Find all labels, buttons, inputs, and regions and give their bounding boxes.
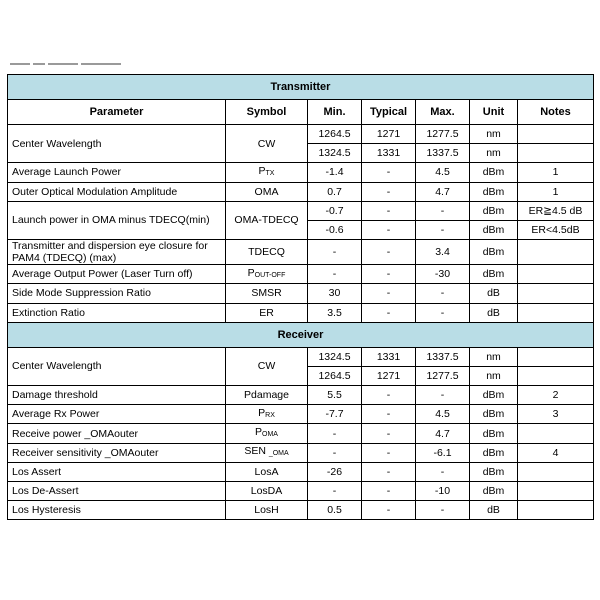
symbol-text: OMA-TDECQ bbox=[234, 214, 299, 227]
value-unit: nm bbox=[470, 366, 518, 385]
value-min: 30 bbox=[308, 284, 362, 303]
value-max: - bbox=[416, 386, 470, 405]
symbol-cell bbox=[226, 182, 308, 201]
value-notes bbox=[518, 284, 594, 303]
symbol-cell bbox=[226, 482, 308, 501]
symbol-subscript: _OMA bbox=[268, 450, 289, 458]
value-typical: - bbox=[362, 405, 416, 424]
symbol-cell bbox=[226, 240, 308, 265]
value-min: - bbox=[308, 240, 362, 265]
value-unit: dBm bbox=[470, 443, 518, 462]
value-notes bbox=[518, 366, 594, 385]
parameter-cell: Launch power in OMA minus TDECQ(min) bbox=[8, 201, 226, 239]
parameter-cell: Average Launch Power bbox=[8, 163, 226, 182]
value-min: 0.7 bbox=[308, 182, 362, 201]
symbol-text: P bbox=[255, 426, 263, 439]
table-row bbox=[8, 347, 594, 366]
value-typical: - bbox=[362, 284, 416, 303]
value-unit: nm bbox=[470, 347, 518, 366]
symbol-text: SMSR bbox=[251, 287, 282, 300]
symbol-text: ER bbox=[259, 306, 274, 319]
value-typical: 1271 bbox=[362, 366, 416, 385]
symbol-cell bbox=[226, 284, 308, 303]
value-max: 3.4 bbox=[416, 240, 470, 265]
symbol-cell bbox=[226, 443, 308, 462]
value-min: 5.5 bbox=[308, 386, 362, 405]
symbol-cell bbox=[226, 386, 308, 405]
value-max: -6.1 bbox=[416, 443, 470, 462]
value-unit: dB bbox=[470, 284, 518, 303]
parameter-cell: Extinction Ratio bbox=[8, 303, 226, 322]
value-max: -10 bbox=[416, 482, 470, 501]
value-notes bbox=[518, 240, 594, 265]
value-typical: - bbox=[362, 501, 416, 520]
value-unit: dBm bbox=[470, 386, 518, 405]
value-max: 1277.5 bbox=[416, 366, 470, 385]
value-max: -30 bbox=[416, 265, 470, 284]
symbol-cell bbox=[226, 265, 308, 284]
value-max: 1337.5 bbox=[416, 347, 470, 366]
value-min: - bbox=[308, 265, 362, 284]
symbol-cell bbox=[226, 303, 308, 322]
symbol-cell bbox=[226, 163, 308, 182]
value-notes: 4 bbox=[518, 443, 594, 462]
value-unit: dB bbox=[470, 303, 518, 322]
value-typical: - bbox=[362, 443, 416, 462]
parameter-cell: Average Rx Power bbox=[8, 405, 226, 424]
symbol-cell bbox=[226, 501, 308, 520]
symbol-cell bbox=[226, 424, 308, 443]
parameter-cell: Transmitter and dispersion eye closure for PAM4 (TDECQ) (max) bbox=[8, 240, 226, 265]
value-min: -26 bbox=[308, 462, 362, 481]
value-notes: 1 bbox=[518, 163, 594, 182]
transmitter-section-title: Transmitter bbox=[8, 75, 594, 100]
table-row bbox=[8, 386, 594, 405]
value-unit: dBm bbox=[470, 482, 518, 501]
parameter-cell: Los De-Assert bbox=[8, 482, 226, 501]
symbol-subscript: TX bbox=[265, 169, 275, 177]
value-unit: dBm bbox=[470, 424, 518, 443]
header-notes: Notes bbox=[518, 100, 594, 125]
value-min: 1324.5 bbox=[308, 144, 362, 163]
table-row bbox=[8, 501, 594, 520]
value-max: - bbox=[416, 220, 470, 239]
symbol-text: P bbox=[258, 406, 266, 419]
value-unit: dBm bbox=[470, 220, 518, 239]
cropped-heading-fragment bbox=[10, 63, 170, 67]
symbol-cell bbox=[226, 405, 308, 424]
symbol-subscript: OUT-OFF bbox=[254, 271, 286, 279]
header-typical: Typical bbox=[362, 100, 416, 125]
value-unit: dBm bbox=[470, 405, 518, 424]
value-unit: dB bbox=[470, 501, 518, 520]
value-notes bbox=[518, 144, 594, 163]
symbol-cell bbox=[226, 462, 308, 481]
value-max: 4.5 bbox=[416, 405, 470, 424]
value-notes bbox=[518, 303, 594, 322]
value-max: 4.5 bbox=[416, 163, 470, 182]
symbol-cell bbox=[226, 125, 308, 163]
value-notes: 3 bbox=[518, 405, 594, 424]
symbol-text: CW bbox=[257, 137, 276, 150]
value-max: 1277.5 bbox=[416, 125, 470, 144]
value-notes: ER<4.5dB bbox=[518, 220, 594, 239]
value-max: 4.7 bbox=[416, 182, 470, 201]
parameter-cell: Center Wavelength bbox=[8, 125, 226, 163]
value-typical: - bbox=[362, 163, 416, 182]
value-max: - bbox=[416, 303, 470, 322]
transmitter-section-row bbox=[8, 75, 594, 100]
value-notes bbox=[518, 265, 594, 284]
value-min: -0.7 bbox=[308, 201, 362, 220]
value-unit: dBm bbox=[470, 201, 518, 220]
parameter-cell: Side Mode Suppression Ratio bbox=[8, 284, 226, 303]
value-typical: - bbox=[362, 462, 416, 481]
value-min: 1324.5 bbox=[308, 347, 362, 366]
value-min: - bbox=[308, 443, 362, 462]
table-row bbox=[8, 163, 594, 182]
value-typical: - bbox=[362, 303, 416, 322]
value-typical: - bbox=[362, 386, 416, 405]
parameter-cell: Damage threshold bbox=[8, 386, 226, 405]
header-max: Max. bbox=[416, 100, 470, 125]
value-unit: dBm bbox=[470, 163, 518, 182]
value-unit: dBm bbox=[470, 182, 518, 201]
value-typical: 1271 bbox=[362, 125, 416, 144]
value-unit: dBm bbox=[470, 462, 518, 481]
value-min: 3.5 bbox=[308, 303, 362, 322]
value-notes: 1 bbox=[518, 182, 594, 201]
header-symbol: Symbol bbox=[226, 100, 308, 125]
value-max: 1337.5 bbox=[416, 144, 470, 163]
symbol-subscript: OMA bbox=[262, 431, 278, 439]
table-row bbox=[8, 443, 594, 462]
symbol-text: LosH bbox=[254, 504, 279, 517]
symbol-text: OMA bbox=[254, 185, 279, 198]
table-row bbox=[8, 201, 594, 220]
value-max: - bbox=[416, 201, 470, 220]
symbol-text: LosA bbox=[254, 465, 279, 478]
value-max: - bbox=[416, 462, 470, 481]
header-row bbox=[8, 100, 594, 125]
value-unit: nm bbox=[470, 144, 518, 163]
table-row bbox=[8, 303, 594, 322]
value-notes bbox=[518, 125, 594, 144]
symbol-text: P bbox=[258, 164, 266, 177]
symbol-text: TDECQ bbox=[248, 246, 285, 259]
value-typical: 1331 bbox=[362, 144, 416, 163]
value-min: 1264.5 bbox=[308, 366, 362, 385]
value-min: -0.6 bbox=[308, 220, 362, 239]
table-row bbox=[8, 424, 594, 443]
receiver-section-row bbox=[8, 322, 594, 347]
symbol-text: LosDA bbox=[250, 485, 283, 498]
value-notes bbox=[518, 424, 594, 443]
value-typical: - bbox=[362, 201, 416, 220]
value-typical: - bbox=[362, 424, 416, 443]
symbol-cell bbox=[226, 347, 308, 385]
symbol-text: SEN bbox=[244, 445, 269, 458]
value-max: - bbox=[416, 284, 470, 303]
value-min: 0.5 bbox=[308, 501, 362, 520]
value-typical: - bbox=[362, 220, 416, 239]
symbol-cell bbox=[226, 201, 308, 239]
value-notes bbox=[518, 462, 594, 481]
value-notes: ER≧4.5 dB bbox=[518, 201, 594, 220]
value-typical: - bbox=[362, 482, 416, 501]
parameter-cell: Los Hysteresis bbox=[8, 501, 226, 520]
value-notes bbox=[518, 347, 594, 366]
parameter-cell: Receive power _OMAouter bbox=[8, 424, 226, 443]
value-max: 4.7 bbox=[416, 424, 470, 443]
symbol-text: P bbox=[247, 266, 255, 279]
value-unit: dBm bbox=[470, 265, 518, 284]
value-min: - bbox=[308, 424, 362, 443]
table-row bbox=[8, 240, 594, 265]
header-parameter: Parameter bbox=[8, 100, 226, 125]
value-unit: dBm bbox=[470, 240, 518, 265]
optical-spec-table bbox=[7, 74, 594, 520]
value-typical: - bbox=[362, 182, 416, 201]
value-typical: - bbox=[362, 240, 416, 265]
table-row bbox=[8, 405, 594, 424]
value-min: -7.7 bbox=[308, 405, 362, 424]
value-notes bbox=[518, 482, 594, 501]
value-unit: nm bbox=[470, 125, 518, 144]
table-row bbox=[8, 125, 594, 144]
receiver-section-title: Receiver bbox=[8, 322, 594, 347]
table-row bbox=[8, 284, 594, 303]
table-row bbox=[8, 265, 594, 284]
table-row bbox=[8, 182, 594, 201]
value-min: -1.4 bbox=[308, 163, 362, 182]
parameter-cell: Los Assert bbox=[8, 462, 226, 481]
header-min: Min. bbox=[308, 100, 362, 125]
value-notes: 2 bbox=[518, 386, 594, 405]
value-typical: - bbox=[362, 265, 416, 284]
value-notes bbox=[518, 501, 594, 520]
parameter-cell: Receiver sensitivity _OMAouter bbox=[8, 443, 226, 462]
symbol-text: Pdamage bbox=[244, 389, 289, 402]
parameter-cell: Outer Optical Modulation Amplitude bbox=[8, 182, 226, 201]
value-typical: 1331 bbox=[362, 347, 416, 366]
header-unit: Unit bbox=[470, 100, 518, 125]
table-row bbox=[8, 482, 594, 501]
value-min: 1264.5 bbox=[308, 125, 362, 144]
symbol-text: CW bbox=[257, 360, 276, 373]
parameter-cell: Average Output Power (Laser Turn off) bbox=[8, 265, 226, 284]
value-max: - bbox=[416, 501, 470, 520]
table-row bbox=[8, 462, 594, 481]
symbol-subscript: RX bbox=[265, 411, 275, 419]
value-min: - bbox=[308, 482, 362, 501]
parameter-cell: Center Wavelength bbox=[8, 347, 226, 385]
